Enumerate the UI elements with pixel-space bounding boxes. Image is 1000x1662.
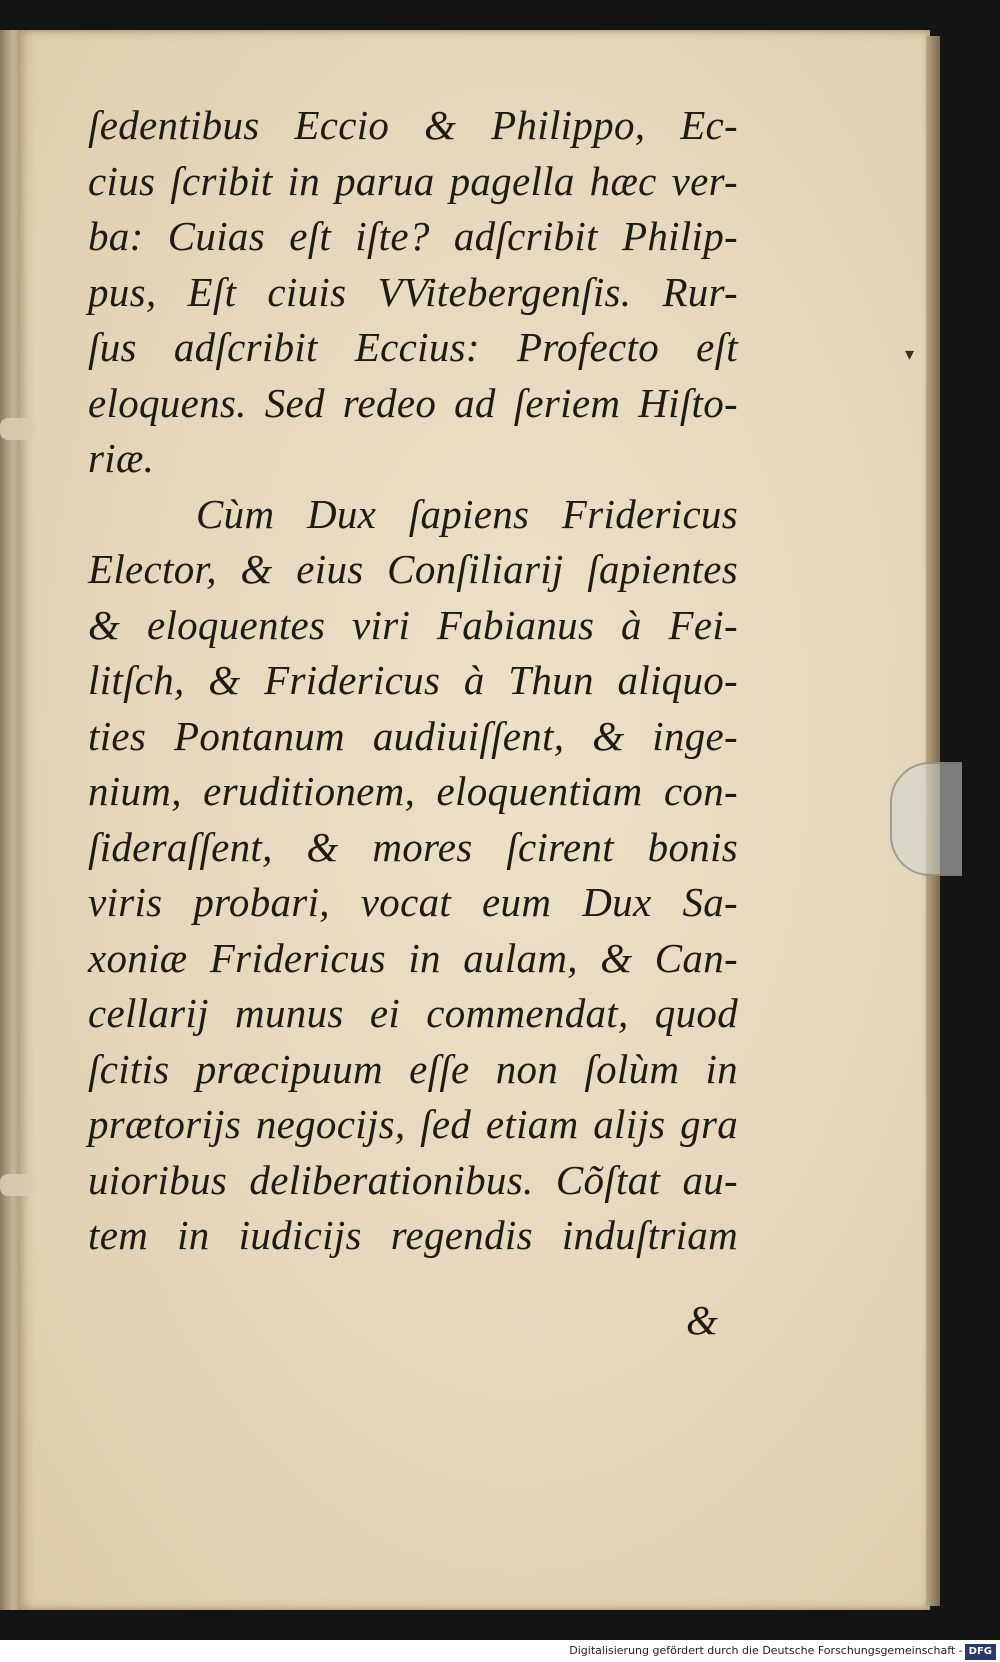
text-line: cius ſcribit in parua pagella hæc ver- (88, 157, 738, 204)
text-line: viris probari, vocat eum Dux Sa- (88, 879, 738, 925)
text-line: ba: Cuias eſt iſte? adſcribit Philip- (88, 213, 738, 259)
text-line: ſideraſſent, & mores ſcirent bonis (88, 823, 738, 870)
text-line: eloquens. Sed redeo ad ſeriem Hiſto- (88, 379, 738, 426)
binding-thread (0, 418, 36, 440)
catchword: & (686, 1297, 718, 1343)
text-line: litſch, & Fridericus à Thun aliquo- (88, 657, 738, 703)
text-line: cellarij munus ei commendat, quod (88, 990, 738, 1036)
text-line: & eloquentes viri Fabianus à Fei- (88, 601, 738, 648)
text-line: ſedentibus Eccio & Philippo, Ec- (88, 102, 738, 148)
text-line: riæ. (88, 435, 155, 481)
text-line: pus, Eſt ciuis VVitebergenſis. Rur- (88, 268, 738, 315)
dfg-logo: DFG (965, 1644, 996, 1660)
text-line: ſus adſcribit Eccius: Profecto eſt (88, 324, 738, 370)
margin-mark: ▾ (905, 344, 915, 364)
text-line: xoniæ Fridericus in aulam, & Can- (88, 934, 738, 981)
text-line: nium, eruditionem, eloquentiam con- (88, 768, 738, 814)
text-line: Elector, & eius Conſiliarij ſapientes (88, 546, 738, 592)
page-tab-marker (890, 762, 962, 876)
text-line: ſcitis præcipuum eſſe non ſolùm in (88, 1045, 738, 1092)
text-line: uioribus deliberationibus. Cõſtat au- (88, 1156, 738, 1203)
text-line: Cùm Dux ſapiens Fridericus (196, 490, 738, 537)
footer-credit: Digitalisierung gefördert durch die Deutsche Forschungsgemeinschaft - (569, 1644, 963, 1657)
digitization-footer (0, 1640, 1000, 1662)
binding-thread (0, 1174, 36, 1196)
page-text (88, 98, 738, 1264)
text-line: tem in iudicijs regendis induſtriam (88, 1212, 738, 1258)
text-line: prætorijs negocijs, ſed etiam alijs gra (88, 1101, 738, 1147)
text-line: ties Pontanum audiuiſſent, & inge- (88, 712, 738, 759)
